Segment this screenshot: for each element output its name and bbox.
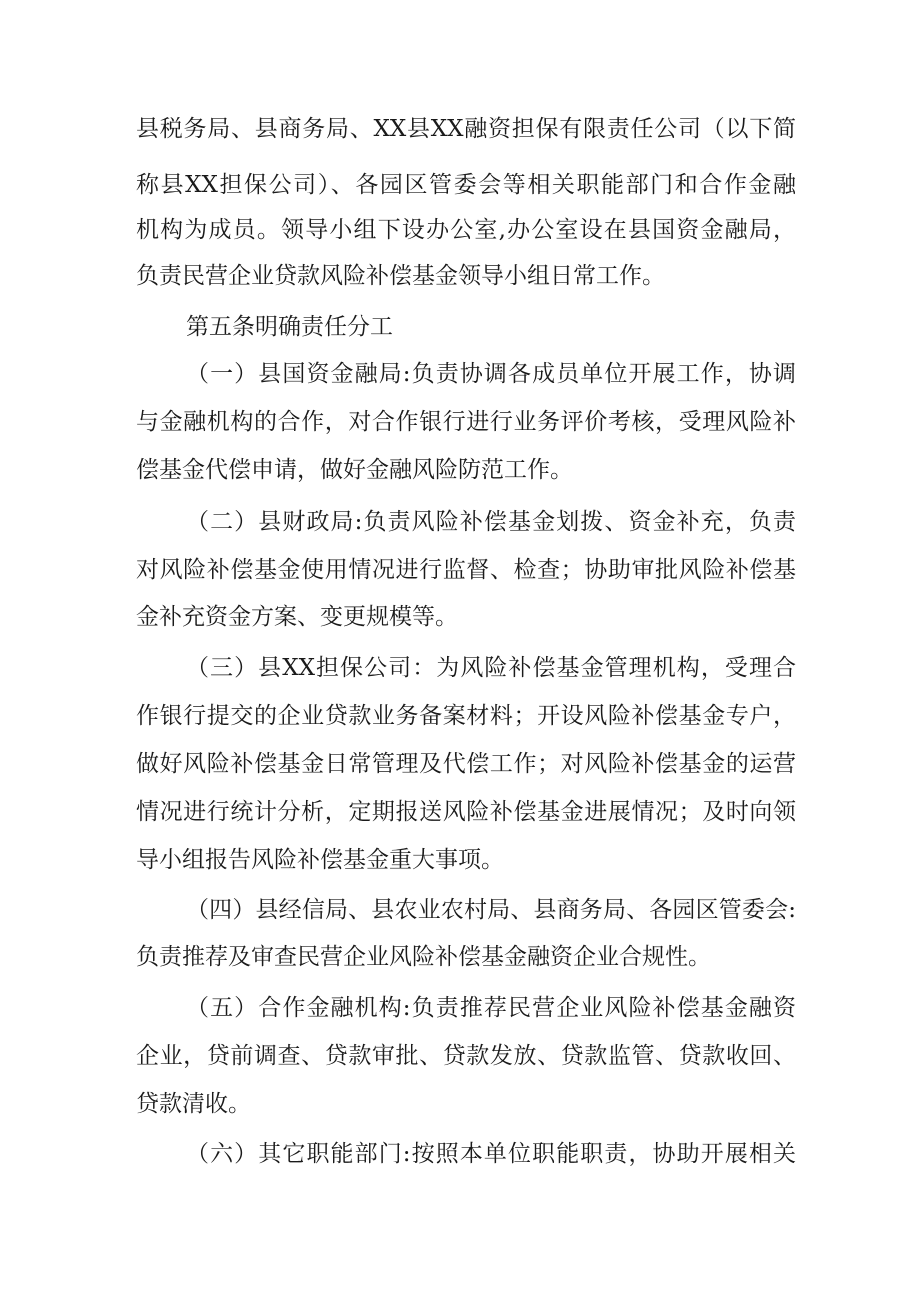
text-line: 负责推荐及审查民营企业风险补偿基金融资企业合规性。 xyxy=(136,944,711,970)
text-line: （一）县国资金融局:负责协调各成员单位开展工作，协调 xyxy=(186,361,796,387)
text-line: 金补充资金方案、变更规模等。 xyxy=(136,604,458,630)
text-line: 对风险补偿基金使用情况进行监督、检查；协助审批风险补偿基 xyxy=(136,557,796,583)
text-line: （四）县经信局、县农业农村局、县商务局、各园区管委会: xyxy=(186,897,796,923)
text-line: 称县XX担保公司）、各园区管委会等相关职能部门和合作金融 xyxy=(136,172,796,198)
text-line: （二）县财政局:负责风险补偿基金划拨、资金补充，负责 xyxy=(186,509,796,535)
text-line: 情况进行统计分析，定期报送风险补偿基金进展情况；及时向领 xyxy=(136,799,796,825)
text-line: （六）其它职能部门:按照本单位职能职责，协助开展相关 xyxy=(186,1141,796,1167)
text-line: 企业，贷前调查、贷款审批、贷款发放、贷款监管、贷款收回、 xyxy=(136,1043,796,1069)
text-line: （三）县XX担保公司：为风险补偿基金管理机构，受理合 xyxy=(186,655,796,681)
text-line: 县税务局、县商务局、XX县XX融资担保有限责任公司（以下简 xyxy=(136,116,796,142)
text-line: 负责民营企业贷款风险补偿基金领导小组日常工作。 xyxy=(136,263,665,289)
text-line: 贷款清收。 xyxy=(136,1091,251,1117)
text-line: 偿基金代偿申请，做好金融风险防范工作。 xyxy=(136,457,573,483)
section-heading: 第五条明确责任分工 xyxy=(186,314,393,340)
text-line: （五）合作金融机构:负责推荐民营企业风险补偿基金融资 xyxy=(186,995,796,1021)
text-line: 与金融机构的合作，对合作银行进行业务评价考核，受理风险补 xyxy=(136,409,796,435)
text-line: 做好风险补偿基金日常管理及代偿工作；对风险补偿基金的运营 xyxy=(136,751,796,777)
text-line: 机构为成员。领导小组下设办公室,办公室设在县国资金融局， xyxy=(136,217,796,243)
text-line: 导小组报告风险补偿基金重大事项。 xyxy=(136,847,504,873)
text-line: 作银行提交的企业贷款业务备案材料；开设风险补偿基金专户， xyxy=(136,703,796,729)
